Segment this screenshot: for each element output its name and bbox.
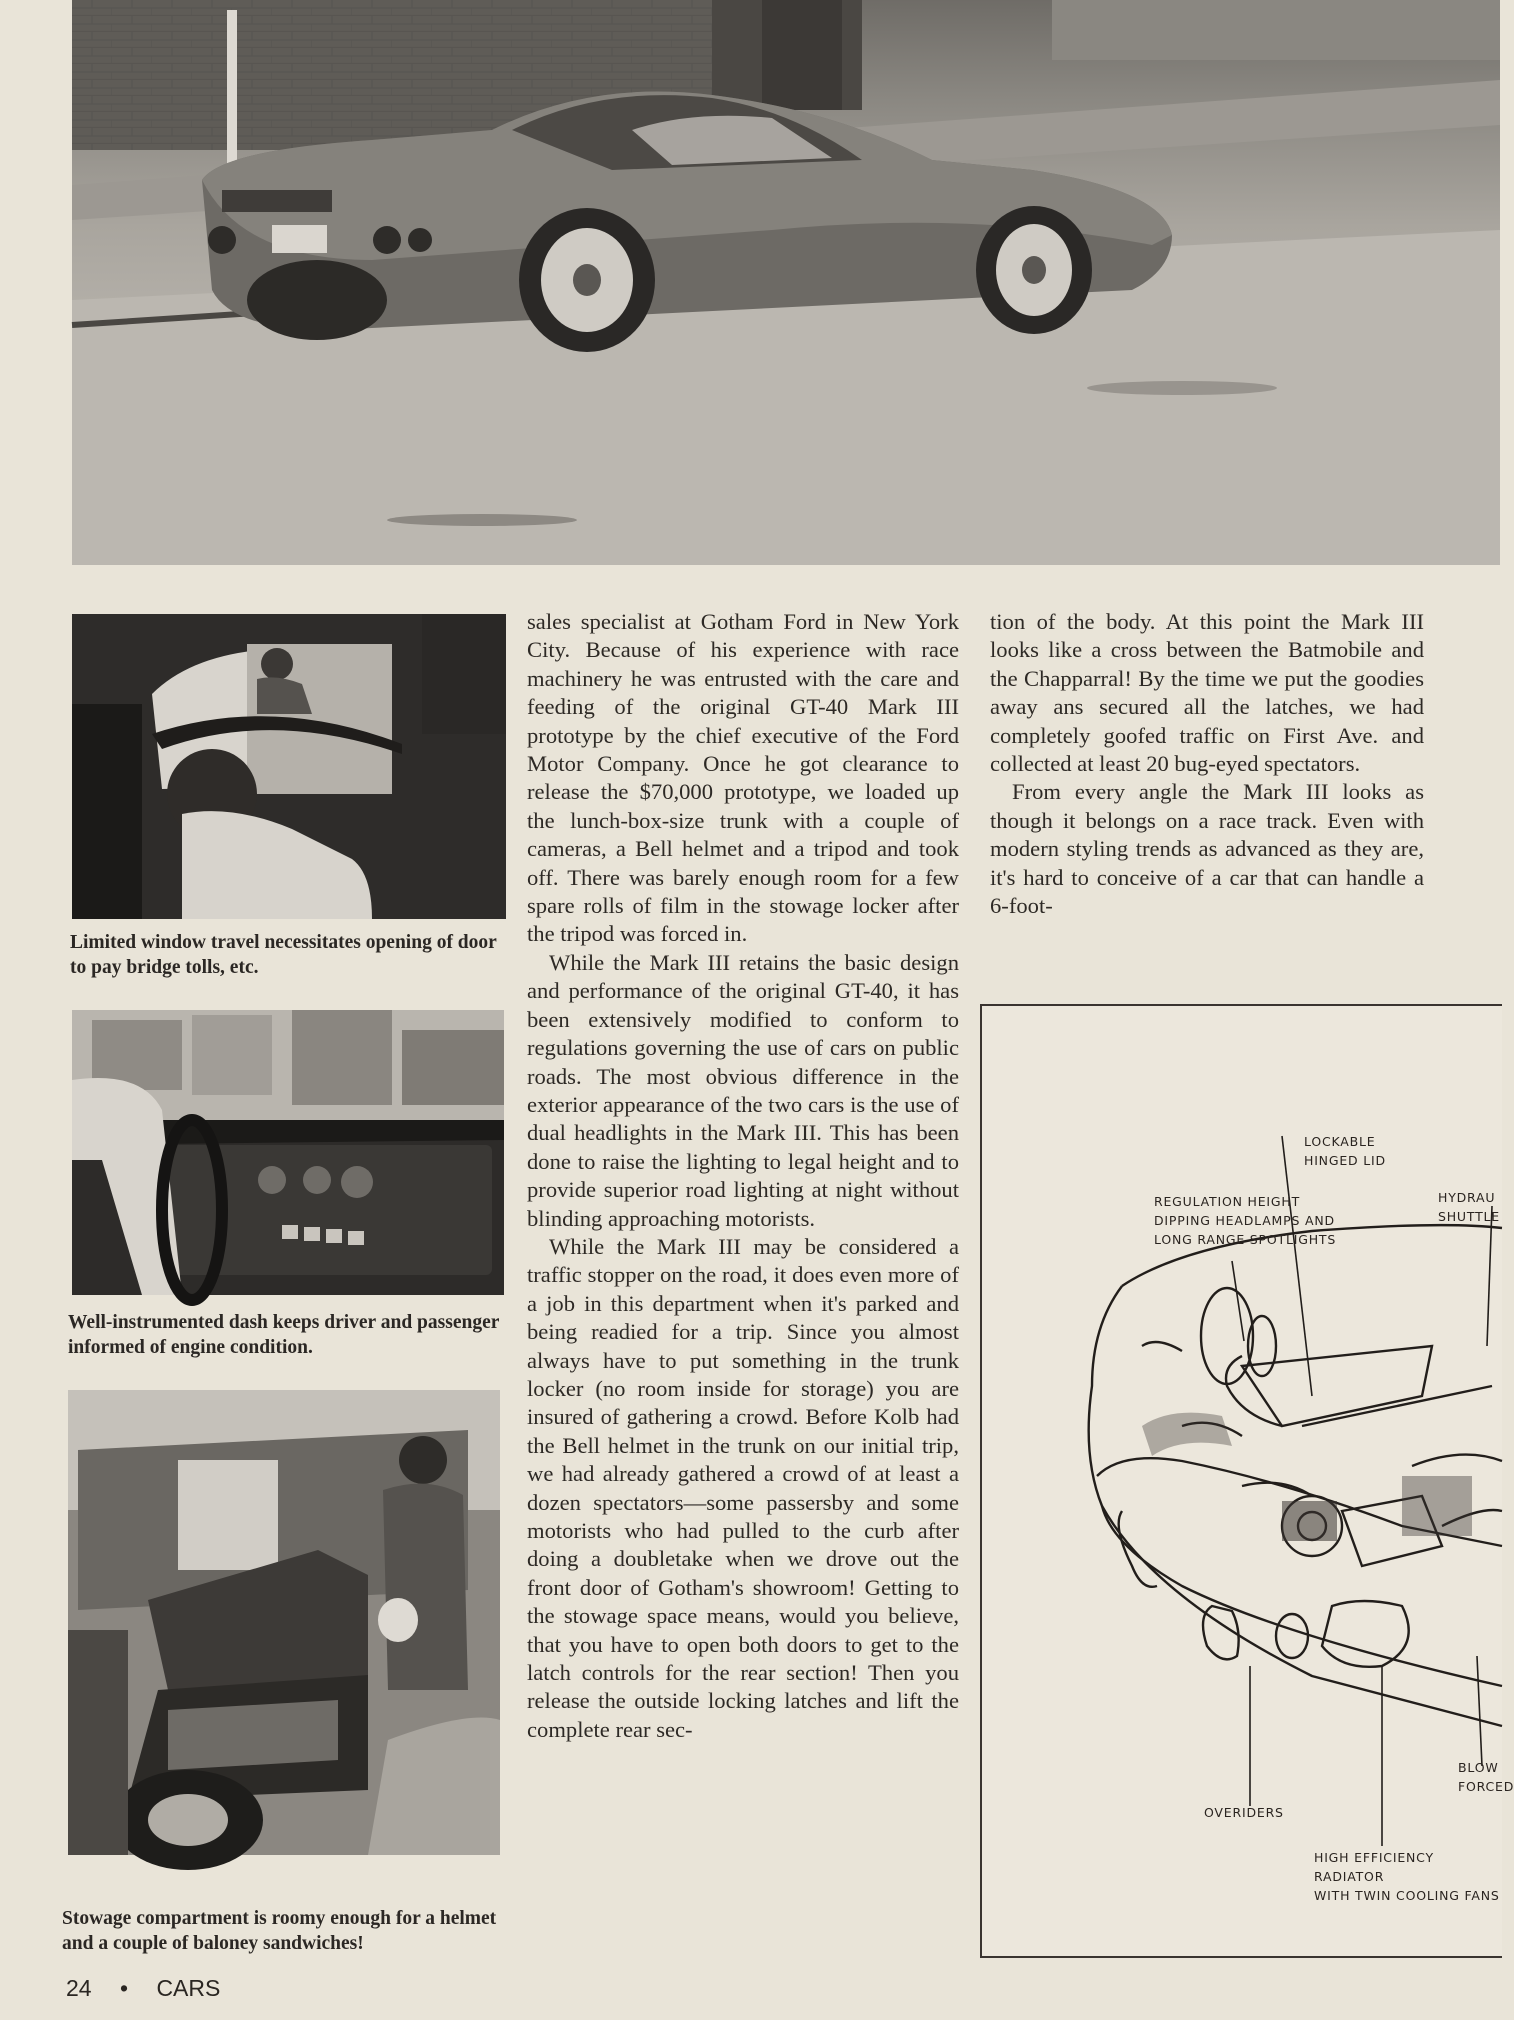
magazine-name: CARS bbox=[156, 1975, 221, 2001]
caption-dash: Well-instrumented dash keeps driver and passenger informed of engine condition. bbox=[68, 1312, 500, 1358]
page-number: 24 bbox=[66, 1975, 92, 2001]
article-paragraph: While the Mark III retains the basic design and performance of the original GT-40, it has been extensively modified to conform to regulations governing the use of cars on public roads. The most obvious difference in the exterior appearance of the two cars is the use of dual headlights in the Mark III. This has been done to raise the lighting to legal height and to provide superior road lighting at night without blinding approaching motorists. bbox=[527, 949, 959, 1231]
window-toll-photo bbox=[72, 614, 506, 919]
diagram-label-headlamps: REGULATION HEIGHT DIPPING HEADLAMPS AND LONG RANGE SPOTLIGHTS bbox=[1154, 1194, 1337, 1247]
dashboard-photo bbox=[72, 1010, 504, 1295]
stowage-photo bbox=[68, 1390, 500, 1855]
article-paragraph: tion of the body. At this point the Mark III looks like a cross between the Batmobile and the Chapparral! By the time we put the goodies away ans secured all the latches, we had completely goofed traffic on First Ave. and collected at least 20 bug-eyed spectators. bbox=[990, 609, 1424, 777]
hero-car-photo bbox=[72, 0, 1500, 565]
stowage-illustration bbox=[68, 1390, 500, 1855]
diagram-label-overiders: OVERIDERS bbox=[1204, 1805, 1284, 1820]
caption-stowage: Stowage compartment is roomy enough for a helmet and a couple of baloney sandwiches! bbox=[62, 1908, 497, 1954]
caption-window: Limited window travel necessitates opening of door to pay bridge tolls, etc. bbox=[70, 932, 497, 978]
footer-bullet: • bbox=[119, 1975, 129, 2001]
article-paragraph: While the Mark III may be considered a traffic stopper on the road, it does even more of a job in this department when it's parked and being readied for a trip. Since you almost always have to put something in the trunk locker (no room inside for storage) you are insured of gathering a crowd. Before Kolb had the Bell helmet in the trunk on our initial trip, we had already gathered a crowd of at least a dozen spectators—some passersby and some motorists who had pulled to the curb after doing a doubletake when we drove out the front door of Gotham's showroom! Getting to the stowage space means, would you believe, that you have to open both doors to get to the latch controls for the rear section! Then you release the outside locking latches and lift the complete rear sec- bbox=[527, 1233, 959, 1742]
diagram-label-lid: LOCKABLE HINGED LID bbox=[1304, 1134, 1386, 1168]
cutaway-diagram bbox=[980, 1004, 1514, 1958]
diagram-label-blower: BLOW FORCED bbox=[1458, 1760, 1514, 1794]
article-paragraph: sales specialist at Gotham Ford in New York City. Because of his experience with race machinery he was entrusted with the care and feeding of the original GT-40 Mark III prototype by the chief executive of the Ford Motor Company. Once he got clearance to release the $70,000 prototype, we loaded up the lunch-box-size trunk with a couple of cameras, a Bell helmet and a tripod and took off. There was barely enough room for a few spare rolls of film in the stowage locker after the tripod was forced in. bbox=[527, 609, 959, 947]
dashboard-illustration bbox=[72, 1010, 504, 1295]
page-footer bbox=[66, 1975, 242, 2002]
window-toll-illustration bbox=[72, 614, 506, 919]
hero-car-illustration bbox=[72, 0, 1500, 565]
diagram-label-hydraulic: HYDRAU SHUTTLE bbox=[1438, 1190, 1500, 1224]
diagram-label-radiator: HIGH EFFICIENCY RADIATOR WITH TWIN COOLING FANS bbox=[1314, 1850, 1500, 1903]
article-column-middle bbox=[527, 608, 959, 1744]
article-column-right bbox=[990, 608, 1424, 920]
article-paragraph: From every angle the Mark III looks as though it belongs on a race track. Even with modern styling trends as advanced as they are, it's hard to conceive of a car that can handle a 6-foot- bbox=[990, 779, 1424, 919]
